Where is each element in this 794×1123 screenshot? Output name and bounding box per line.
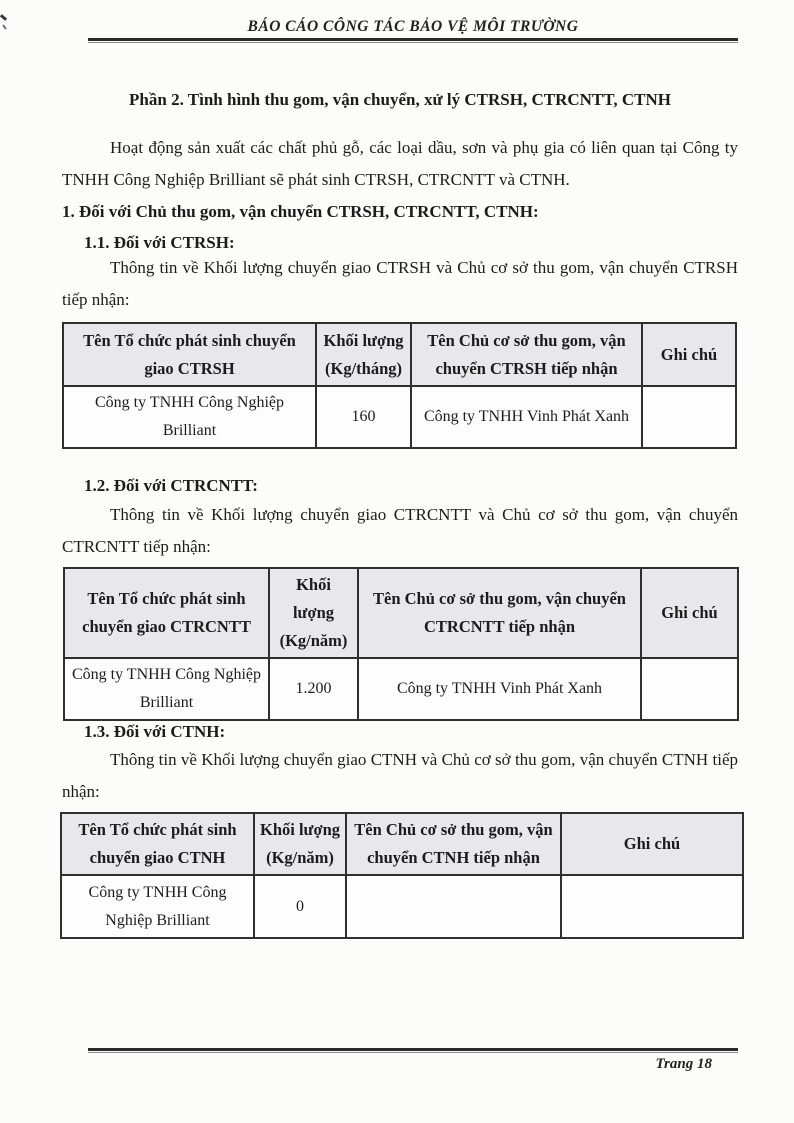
heading-1-2: 1.2. Đối với CTRCNTT:: [84, 476, 258, 495]
note-1-2: Thông tin về Khối lượng chuyển giao CTRCNTT và Chủ cơ sở thu gom, vận chuyển CTRCNTT tiếp nhận:: [62, 505, 738, 556]
table-ctnh-cell-quantity: 0: [254, 875, 346, 938]
header-rule-thin: [88, 42, 738, 43]
table-row: [64, 658, 738, 720]
page-number: Trang 18: [655, 1056, 712, 1072]
table-ctnh-header-receiver: Tên Chủ cơ sở thu gom, vận chuyển CTNH tiếp nhận: [346, 813, 561, 875]
heading-1: 1. Đối với Chủ thu gom, vận chuyển CTRSH, CTRCNTT, CTNH:: [62, 202, 539, 221]
table-ctnh: [60, 812, 744, 939]
table-ctnh-cell-note: [561, 875, 743, 938]
table-ctrcntt-header-note: Ghi chú: [641, 568, 738, 658]
report-title: BÁO CÁO CÔNG TÁC BẢO VỆ MÔI TRƯỜNG: [247, 18, 579, 35]
table-ctnh-cell-receiver: [346, 875, 561, 938]
table-ctrsh-cell-organization: Công ty TNHH Công Nghiệp Brilliant: [63, 386, 316, 448]
footer-rule: [88, 1048, 738, 1053]
section-title: Phần 2. Tình hình thu gom, vận chuyển, xử lý CTRSH, CTRCNTT, CTNH: [129, 90, 671, 109]
table-ctrcntt: [63, 567, 739, 721]
table-ctnh-header-quantity: Khối lượng (Kg/năm): [254, 813, 346, 875]
intro-paragraph: Hoạt động sản xuất các chất phủ gỗ, các loại dầu, sơn và phụ gia có liên quan tại Công ty TNHH Công Nghiệp Brilliant sẽ phát sinh CTRSH, CTRCNTT và CTNH.: [62, 138, 738, 189]
table-row: [61, 875, 743, 938]
table-row: [63, 386, 736, 448]
note-1-3: Thông tin về Khối lượng chuyển giao CTNH và Chủ cơ sở thu gom, vận chuyển CTNH tiếp nhận:: [62, 750, 738, 801]
heading-1-3: 1.3. Đối với CTNH:: [84, 722, 226, 741]
table-ctnh-header-organization: Tên Tổ chức phát sinh chuyển giao CTNH: [61, 813, 254, 875]
table-ctrsh-cell-note: [642, 386, 736, 448]
table-ctrsh-header-quantity: Khối lượng (Kg/tháng): [316, 323, 411, 386]
table-ctrcntt-cell-receiver: Công ty TNHH Vinh Phát Xanh: [358, 658, 641, 720]
table-ctnh-header-note: Ghi chú: [561, 813, 743, 875]
table-ctrcntt-cell-note: [641, 658, 738, 720]
header-rule: [88, 38, 738, 41]
table-ctnh-cell-organization: Công ty TNHH Công Nghiệp Brilliant: [61, 875, 254, 938]
table-ctrcntt-cell-quantity: 1.200: [269, 658, 358, 720]
page-header: [88, 16, 738, 43]
scan-artifact: [0, 14, 7, 21]
table-ctrsh-header-receiver: Tên Chủ cơ sở thu gom, vận chuyển CTRSH tiếp nhận: [411, 323, 642, 386]
table-ctrcntt-header-quantity: Khối lượng (Kg/năm): [269, 568, 358, 658]
table-ctrsh-cell-quantity: 160: [316, 386, 411, 448]
table-ctrcntt-header-receiver: Tên Chủ cơ sở thu gom, vận chuyển CTRCNTT tiếp nhận: [358, 568, 641, 658]
table-ctrsh: [62, 322, 737, 449]
heading-1-1: 1.1. Đối với CTRSH:: [84, 233, 235, 252]
table-ctrsh-header-organization: Tên Tổ chức phát sinh chuyển giao CTRSH: [63, 323, 316, 386]
scan-artifact: [2, 24, 7, 29]
note-1-1: Thông tin về Khối lượng chuyển giao CTRSH và Chủ cơ sở thu gom, vận chuyển CTRSH tiếp nhận:: [62, 258, 738, 309]
footer-rule-thick: [88, 1048, 738, 1051]
table-ctrsh-cell-receiver: Công ty TNHH Vinh Phát Xanh: [411, 386, 642, 448]
table-ctrsh-header-note: Ghi chú: [642, 323, 736, 386]
footer-rule-thin: [88, 1052, 738, 1053]
table-ctrcntt-cell-organization: Công ty TNHH Công Nghiệp Brilliant: [64, 658, 269, 720]
table-ctrcntt-header-organization: Tên Tổ chức phát sinh chuyển giao CTRCNTT: [64, 568, 269, 658]
